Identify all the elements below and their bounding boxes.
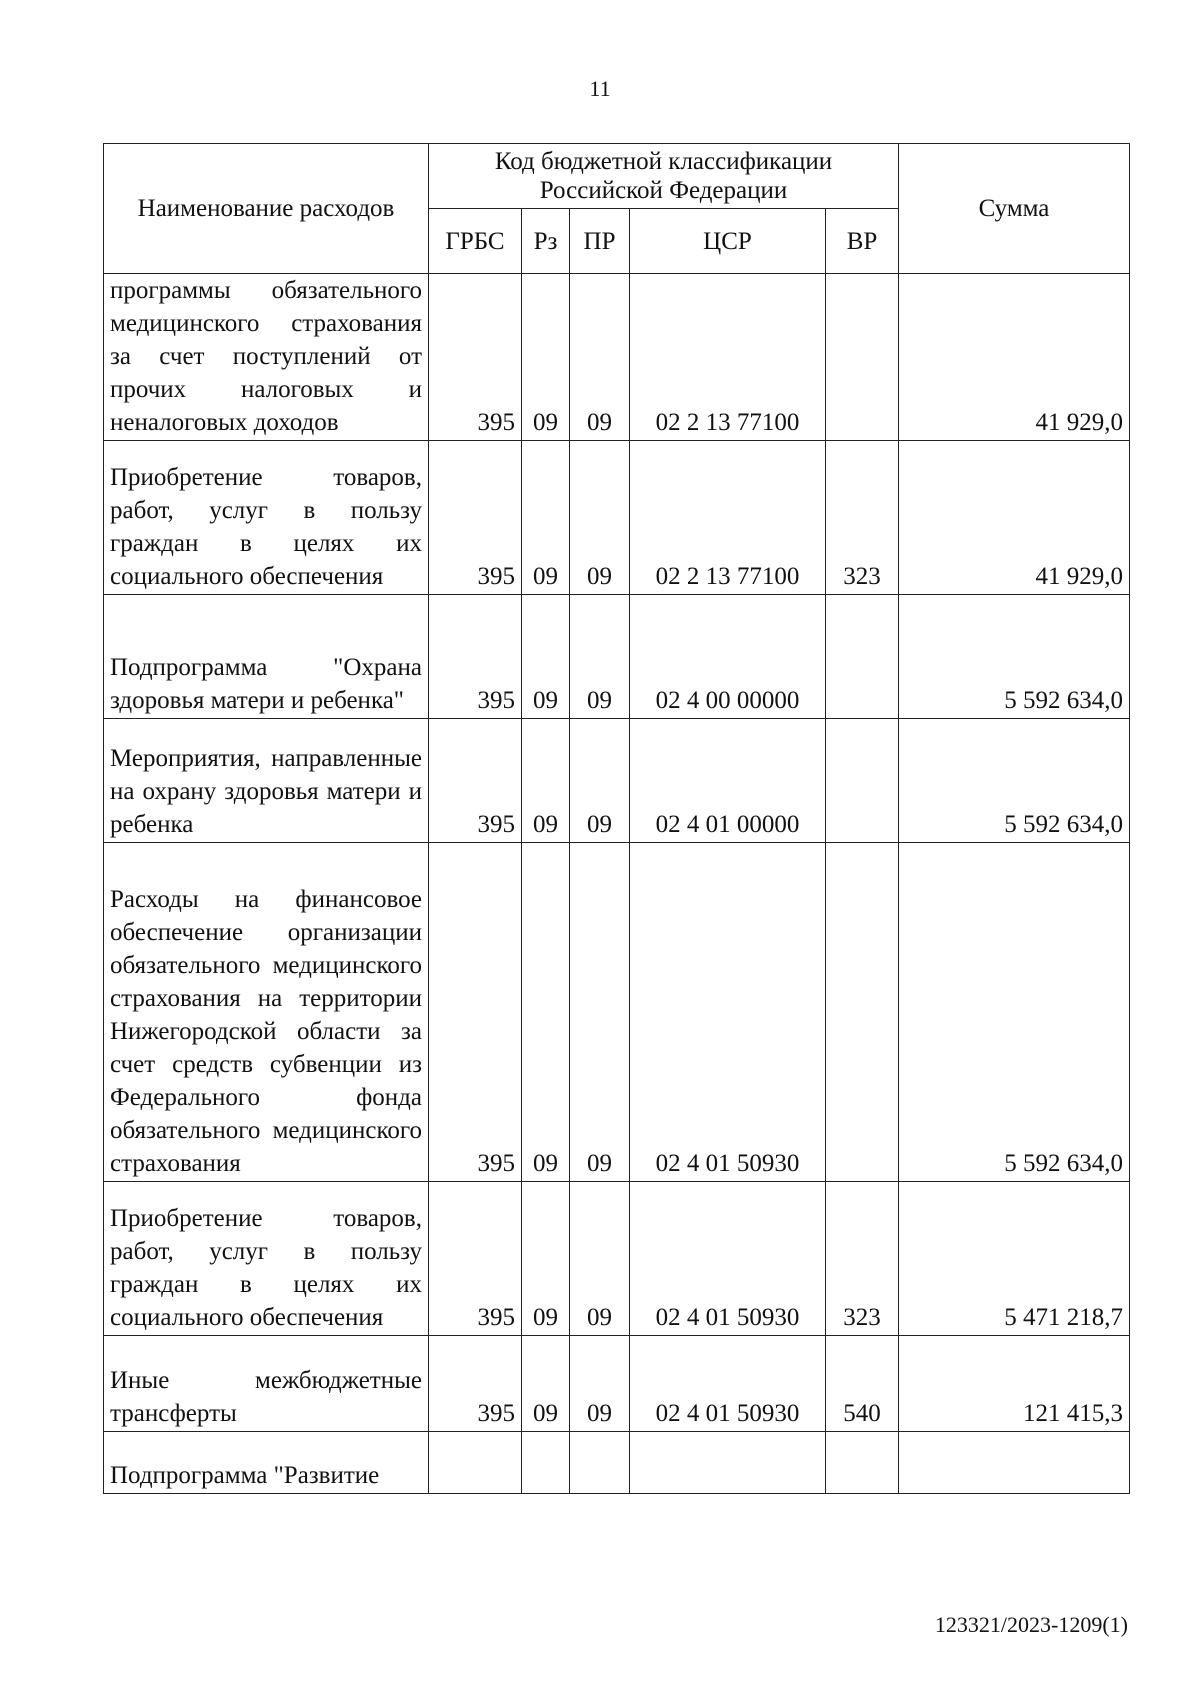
row-grbs: 395 [429, 843, 522, 1182]
row-vr: 323 [826, 1182, 899, 1336]
row-csr: 02 4 01 50930 [630, 843, 826, 1182]
row-csr: 02 4 01 50930 [630, 1336, 826, 1432]
row-pr: 09 [570, 1336, 630, 1432]
table-row [104, 1336, 1130, 1432]
row-name: Мероприятия, направленные на охрану здоровья матери и ребенка [104, 719, 429, 843]
header-csr: ЦСР [630, 209, 826, 274]
row-csr: 02 2 13 77100 [630, 274, 826, 441]
header-grbs: ГРБС [429, 209, 522, 274]
header-row-1 [104, 144, 1130, 209]
header-vr: ВР [826, 209, 899, 274]
table-row [104, 719, 1130, 843]
row-sum: 5 592 634,0 [899, 595, 1130, 719]
row-pr: 09 [570, 843, 630, 1182]
row-vr: 540 [826, 1336, 899, 1432]
page-number: 11 [589, 76, 611, 101]
header-sum: Сумма [899, 144, 1130, 274]
table-row [104, 274, 1130, 441]
row-rz: 09 [522, 1336, 570, 1432]
table-row [104, 441, 1130, 595]
header-rz: Рз [522, 209, 570, 274]
row-vr [826, 1432, 899, 1494]
budget-table [103, 143, 1130, 1494]
row-pr [570, 1432, 630, 1494]
row-grbs: 395 [429, 595, 522, 719]
row-rz: 09 [522, 441, 570, 595]
row-pr: 09 [570, 595, 630, 719]
table-row [104, 595, 1130, 719]
row-pr: 09 [570, 719, 630, 843]
row-grbs: 395 [429, 719, 522, 843]
row-rz: 09 [522, 595, 570, 719]
row-sum: 41 929,0 [899, 274, 1130, 441]
row-name: Расходы на финансовое обеспечение организации обязательного медицинского страхования на территории Нижегородской области за счет средств субвенции из Федерального фонда обязательного медицинского страхования [104, 843, 429, 1182]
row-vr [826, 843, 899, 1182]
row-name: Приобретение товаров, работ, услуг в пользу граждан в целях их социального обеспечения [104, 441, 429, 595]
row-vr [826, 719, 899, 843]
row-vr [826, 274, 899, 441]
row-rz: 09 [522, 1182, 570, 1336]
header-pr: ПР [570, 209, 630, 274]
row-csr: 02 4 01 50930 [630, 1182, 826, 1336]
row-csr: 02 4 01 00000 [630, 719, 826, 843]
row-sum: 5 471 218,7 [899, 1182, 1130, 1336]
row-sum: 121 415,3 [899, 1336, 1130, 1432]
header-name: Наименование расходов [104, 144, 429, 274]
row-grbs: 395 [429, 441, 522, 595]
header-code-group: Код бюджетной классификации Российской Федерации [429, 144, 899, 209]
row-sum: 5 592 634,0 [899, 843, 1130, 1182]
row-name: программы обязательного медицинского страхования за счет поступлений от прочих налоговых и неналоговых доходов [104, 274, 429, 441]
row-name: Подпрограмма "Развитие [104, 1432, 429, 1494]
row-vr [826, 595, 899, 719]
row-csr [630, 1432, 826, 1494]
row-name: Подпрограмма "Охрана здоровья матери и ребенка" [104, 595, 429, 719]
row-pr: 09 [570, 441, 630, 595]
row-grbs: 395 [429, 274, 522, 441]
row-grbs: 395 [429, 1336, 522, 1432]
row-pr: 09 [570, 274, 630, 441]
row-rz: 09 [522, 274, 570, 441]
row-rz: 09 [522, 719, 570, 843]
row-vr: 323 [826, 441, 899, 595]
row-sum: 5 592 634,0 [899, 719, 1130, 843]
row-pr: 09 [570, 1182, 630, 1336]
row-grbs: 395 [429, 1182, 522, 1336]
row-rz [522, 1432, 570, 1494]
row-name: Приобретение товаров, работ, услуг в пользу граждан в целях их социального обеспечения [104, 1182, 429, 1336]
row-grbs [429, 1432, 522, 1494]
row-sum [899, 1432, 1130, 1494]
table-row [104, 1182, 1130, 1336]
row-sum: 41 929,0 [899, 441, 1130, 595]
table-row [104, 1432, 1130, 1494]
row-rz: 09 [522, 843, 570, 1182]
row-csr: 02 4 00 00000 [630, 595, 826, 719]
row-name: Иные межбюджетные трансферты [104, 1336, 429, 1432]
table-row [104, 843, 1130, 1182]
row-csr: 02 2 13 77100 [630, 441, 826, 595]
document-number: 123321/2023-1209(1) [934, 1612, 1128, 1637]
